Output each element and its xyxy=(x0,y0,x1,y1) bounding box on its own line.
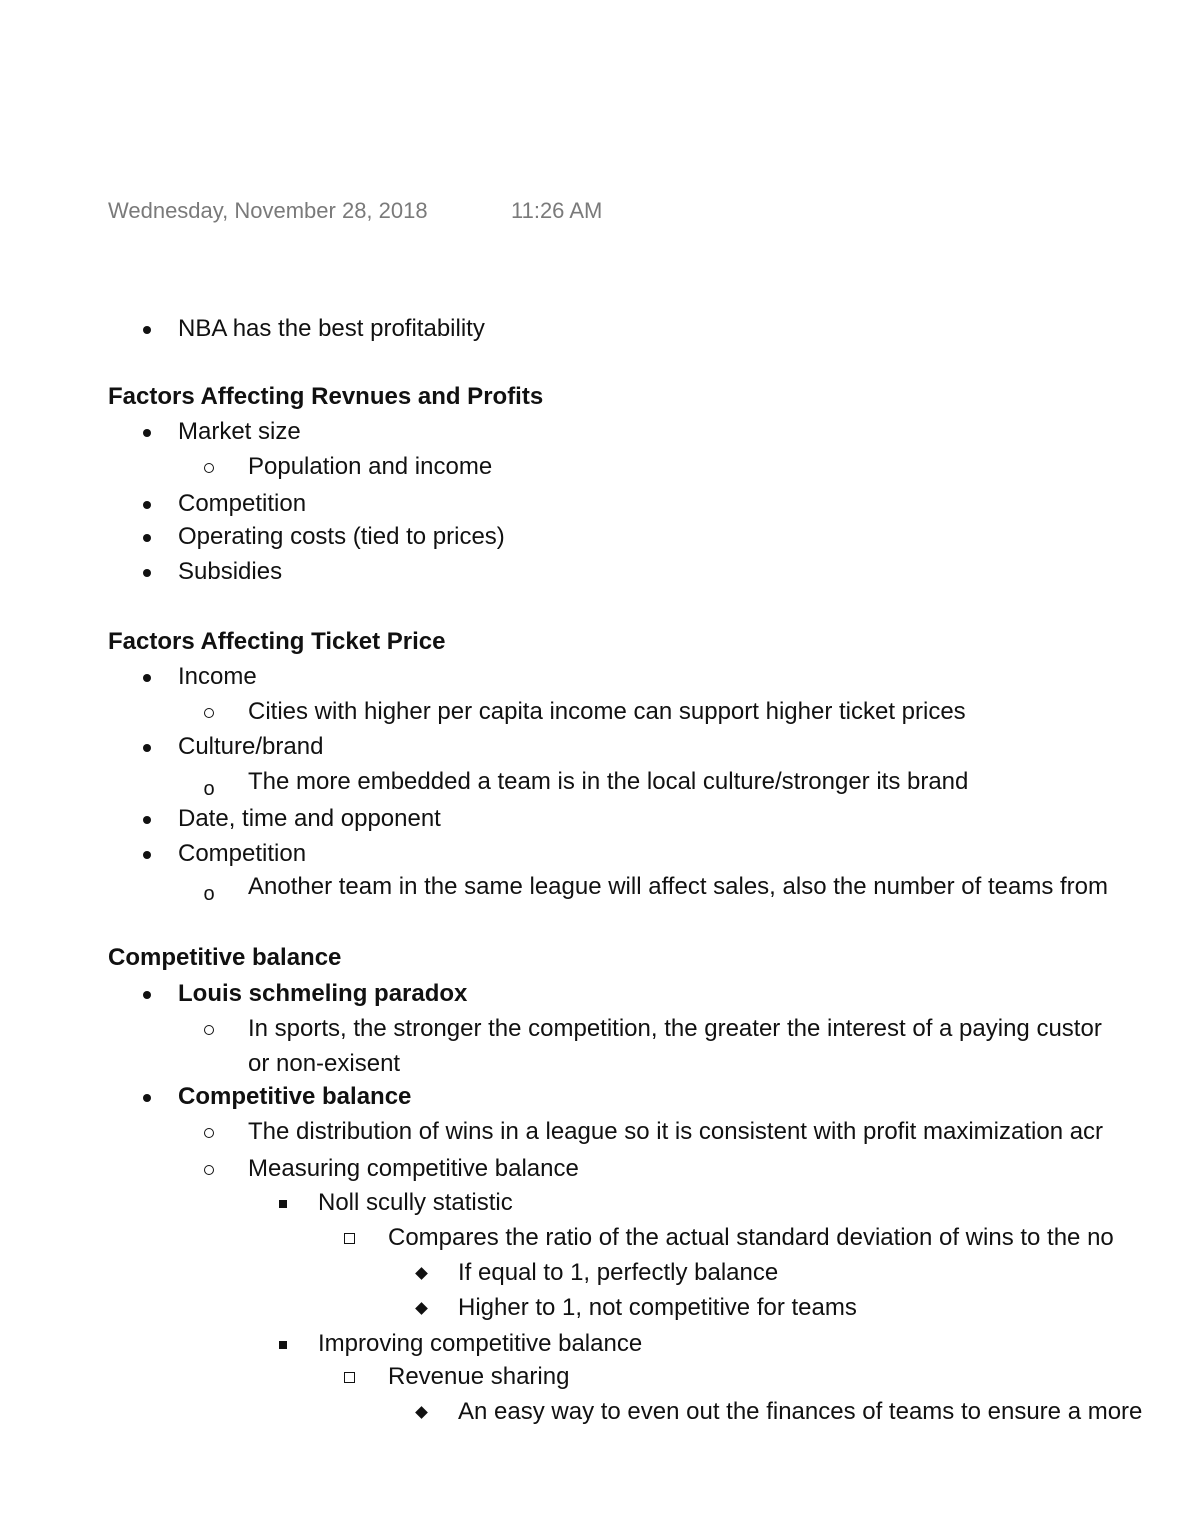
bullet-dot-icon xyxy=(132,838,162,870)
list-item-text: Noll scully statistic xyxy=(318,1189,513,1216)
list-item-text: Operating costs (tied to prices) xyxy=(178,523,505,550)
list-item-text: Population and income xyxy=(248,453,493,480)
list-item-text: Higher to 1, not competitive for teams xyxy=(458,1294,857,1321)
bullet-ring-icon xyxy=(194,1116,224,1148)
list-item xyxy=(0,1292,1190,1324)
bullet-o-icon: o xyxy=(203,778,215,800)
note-date: Wednesday, November 28, 2018 xyxy=(108,198,428,223)
list-item xyxy=(0,1116,1190,1148)
list-item xyxy=(0,661,1190,693)
bullet-ring-icon xyxy=(194,1153,224,1185)
bullet-diamond-icon xyxy=(406,1396,436,1428)
list-item xyxy=(0,1187,1190,1219)
list-item xyxy=(0,313,1190,345)
list-item xyxy=(0,556,1190,588)
list-item xyxy=(0,731,1190,763)
list-item xyxy=(0,451,1190,483)
bullet-dot-icon xyxy=(132,416,162,448)
section-heading xyxy=(0,381,1190,413)
bullet-ring-icon xyxy=(194,451,224,483)
bullet-box-icon xyxy=(334,1222,364,1254)
list-item-text: Cities with higher per capita income can support higher ticket prices xyxy=(248,698,966,725)
list-item xyxy=(0,871,1190,903)
bullet-dot-icon xyxy=(132,556,162,588)
list-item-text: Subsidies xyxy=(178,558,283,585)
list-item xyxy=(0,1257,1190,1289)
bullet-diamond-icon xyxy=(406,1292,436,1324)
bullet-square-icon xyxy=(268,1328,298,1360)
bullet-ring-icon xyxy=(194,696,224,728)
list-item xyxy=(0,1081,1190,1113)
bullet-dot-icon xyxy=(132,731,162,763)
list-item-text: Compares the ratio of the actual standard deviation of wins to the no xyxy=(388,1224,1114,1251)
bullet-square-icon xyxy=(268,1187,298,1219)
bullet-dot-icon xyxy=(132,661,162,693)
list-item xyxy=(0,1222,1190,1254)
section-title: Competitive balance xyxy=(108,944,342,971)
bullet-dot-icon xyxy=(132,521,162,553)
list-item-text: If equal to 1, perfectly balance xyxy=(458,1259,779,1286)
list-item xyxy=(0,1396,1190,1428)
list-item xyxy=(0,521,1190,553)
list-item-text: Competitive balance xyxy=(178,1083,412,1110)
bullet-dot-icon xyxy=(132,803,162,835)
section-title: Factors Affecting Revnues and Profits xyxy=(108,383,544,410)
section-heading xyxy=(0,626,1190,658)
list-item-text: Income xyxy=(178,663,257,690)
list-item xyxy=(0,416,1190,448)
list-item xyxy=(0,766,1190,798)
list-item-text: Competition xyxy=(178,840,307,867)
list-item-continuation xyxy=(0,1048,1190,1080)
list-item-text: Measuring competitive balance xyxy=(248,1155,579,1182)
section-heading xyxy=(0,942,1190,974)
list-item xyxy=(0,1328,1190,1360)
bullet-diamond-icon xyxy=(406,1257,436,1289)
list-item-text: Market size xyxy=(178,418,301,445)
list-item xyxy=(0,1361,1190,1393)
list-item-text: Competition xyxy=(178,490,307,517)
list-item-text: The distribution of wins in a league so it is consistent with profit maximization acr xyxy=(248,1118,1104,1145)
bullet-box-icon xyxy=(334,1361,364,1393)
list-item-text: Another team in the same league will affect sales, also the number of teams from xyxy=(248,873,1108,900)
bullet-dot-icon xyxy=(132,978,162,1010)
list-item xyxy=(0,1013,1190,1045)
list-item xyxy=(0,838,1190,870)
list-item-text: Revenue sharing xyxy=(388,1363,570,1390)
list-item-text: Date, time and opponent xyxy=(178,805,441,832)
bullet-dot-icon xyxy=(132,1081,162,1113)
list-item xyxy=(0,696,1190,728)
list-item-text: Louis schmeling paradox xyxy=(178,980,468,1007)
list-item-text: Culture/brand xyxy=(178,733,324,760)
list-item-text: Improving competitive balance xyxy=(318,1330,643,1357)
list-item-text: or non-exisent xyxy=(248,1050,401,1077)
section-title: Factors Affecting Ticket Price xyxy=(108,628,446,655)
bullet-o-icon: o xyxy=(203,883,215,905)
bullet-dot-icon xyxy=(132,313,162,345)
bullet-dot-icon xyxy=(132,488,162,520)
note-time: 11:26 AM xyxy=(511,198,603,223)
list-item xyxy=(0,803,1190,835)
list-item-text: An easy way to even out the finances of teams to ensure a more xyxy=(458,1398,1143,1425)
list-item-text: In sports, the stronger the competition, the greater the interest of a paying custor xyxy=(248,1015,1102,1042)
list-item xyxy=(0,978,1190,1010)
list-item xyxy=(0,488,1190,520)
list-item-text: The more embedded a team is in the local culture/stronger its brand xyxy=(248,768,969,795)
list-item-text: NBA has the best profitability xyxy=(178,315,485,342)
list-item xyxy=(0,1153,1190,1185)
bullet-ring-icon xyxy=(194,1013,224,1045)
